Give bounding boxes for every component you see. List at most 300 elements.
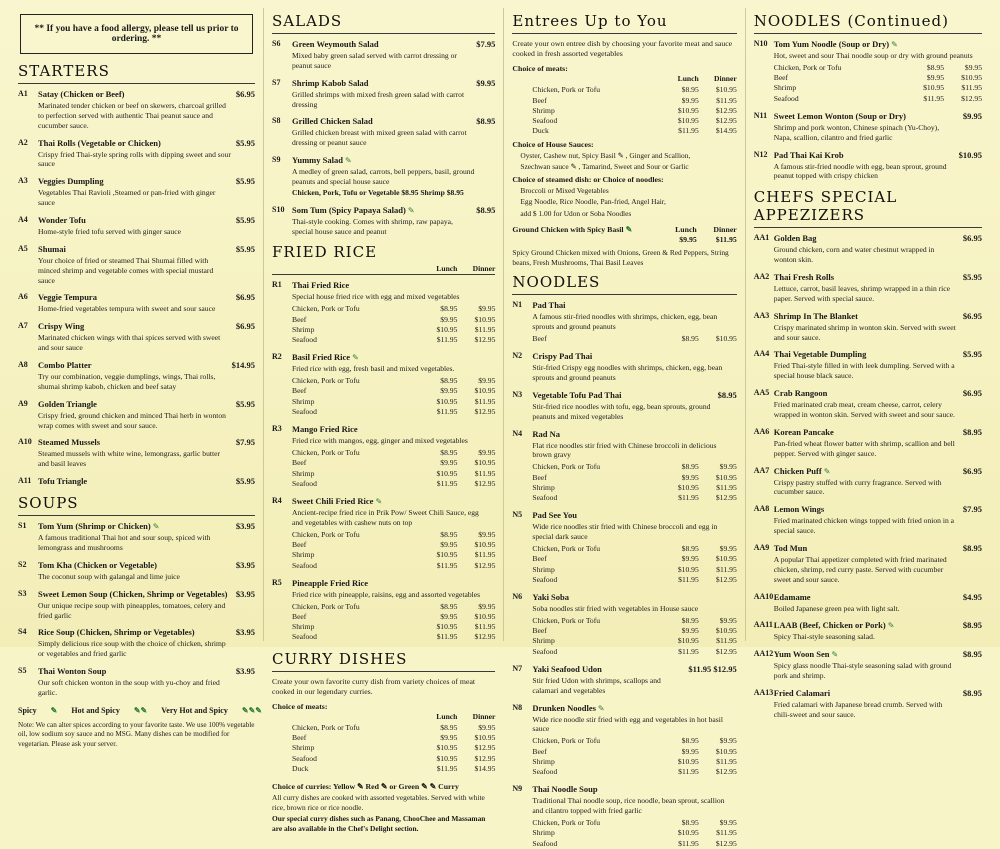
option-dinner-price: $10.95 xyxy=(474,386,496,396)
menu-item[interactable] xyxy=(18,666,255,698)
item-description: Boiled Japanese green pea with light salt. xyxy=(773,603,900,613)
item-price: $6.95 xyxy=(962,233,982,244)
item-code: N6 xyxy=(512,592,523,602)
menu-item[interactable] xyxy=(754,311,982,343)
item-name: Wonder Tofu xyxy=(38,215,86,226)
option-lunch-price: $9.95 xyxy=(440,314,458,324)
option-lunch-price: $10.95 xyxy=(677,756,699,766)
item-price: $5.95 xyxy=(962,349,982,360)
option-label: Shrimp xyxy=(532,756,555,766)
option-dinner-price: $9.95 xyxy=(719,544,737,554)
item-price: $9.95 xyxy=(476,77,496,88)
item-name: Thai Rolls (Vegetable or Chicken) xyxy=(38,137,161,148)
item-description: Special house fried rice with egg and mixed vegetables xyxy=(292,292,460,302)
column-two xyxy=(263,8,503,833)
item-code: N3 xyxy=(512,389,523,399)
option-lunch-price: $8.95 xyxy=(681,544,699,554)
option-label: Seafood xyxy=(532,116,558,125)
steamed-line-1: Broccoli or Mixed Vegetables xyxy=(520,185,609,195)
item-price-options xyxy=(532,544,736,585)
item-price-options xyxy=(532,818,736,849)
item-description: Flat rice noodles stir fried with Chinese broccoli in delicious brown gravy xyxy=(532,440,717,460)
option-dinner-price: $12.95 xyxy=(474,753,496,763)
menu-item[interactable] xyxy=(754,620,982,642)
option-lunch-price: $10.95 xyxy=(436,550,458,560)
item-code: A11 xyxy=(18,476,32,486)
option-label: Shrimp xyxy=(532,482,555,492)
price-option-row xyxy=(292,325,495,335)
price-option-row xyxy=(774,83,982,93)
price-option-row xyxy=(532,544,736,554)
steamed-line-2: Egg Noodle, Rice Noodle, Pan-fried, Angel Hair, xyxy=(520,197,666,207)
section-title-entrees: Entrees Up to You xyxy=(512,12,668,30)
option-lunch-price: $8.95 xyxy=(440,376,458,386)
item-price: $8.95 xyxy=(962,426,982,437)
menu-item[interactable] xyxy=(512,351,736,383)
menu-item[interactable] xyxy=(18,244,255,286)
menu-item[interactable] xyxy=(512,429,736,504)
menu-item[interactable] xyxy=(512,390,736,422)
lunch-header: Lunch xyxy=(675,224,697,234)
menu-item[interactable] xyxy=(512,664,736,696)
option-lunch-price: $10.95 xyxy=(436,468,458,478)
item-price-options xyxy=(292,602,495,643)
item-name: Yum Woon Sen xyxy=(773,649,830,660)
item-description: Crispy marinated shrimp in wonton skin. Served with sweet and sour sauce. xyxy=(773,322,956,342)
lunch-header: Lunch xyxy=(677,74,699,84)
option-lunch-price: $10.95 xyxy=(677,482,699,492)
price-option-row xyxy=(532,462,736,472)
option-label: Beef xyxy=(773,73,789,83)
option-dinner-price: $10.95 xyxy=(715,746,737,756)
option-lunch-price: $9.95 xyxy=(681,626,699,636)
option-dinner-price: $11.95 xyxy=(474,550,496,560)
option-dinner-price: $12.95 xyxy=(715,493,737,503)
price-option-row xyxy=(532,565,736,575)
ground-chicken-dinner-price: $11.95 xyxy=(715,235,737,245)
price-option-row xyxy=(292,376,495,386)
price-option-row xyxy=(292,754,495,764)
option-label: Chicken, Pork or Tofu xyxy=(292,304,360,314)
item-description: Crispy fried Thai-style spring rolls with dipping sweet and sour sauce xyxy=(38,149,231,169)
chili-icon: ✎ xyxy=(50,705,58,715)
spicy-key-label: Spicy xyxy=(18,705,37,715)
menu-item[interactable] xyxy=(18,321,255,353)
price-option-row xyxy=(532,473,736,483)
menu-item[interactable] xyxy=(272,496,495,571)
option-dinner-price: $11.95 xyxy=(474,468,496,478)
item-code: S3 xyxy=(18,588,27,598)
price-option-row xyxy=(532,116,736,126)
price-option-row xyxy=(292,540,495,550)
menu-item[interactable] xyxy=(272,155,495,198)
option-lunch-price: $11.95 xyxy=(678,574,699,584)
dinner-header: Dinner xyxy=(713,74,737,84)
chili-icon: ✎ xyxy=(823,466,831,476)
menu-item[interactable] xyxy=(18,292,255,314)
item-code: R4 xyxy=(272,496,282,506)
menu-item[interactable] xyxy=(754,466,982,498)
lunch-header: Lunch xyxy=(436,711,458,721)
dinner-header: Dinner xyxy=(472,264,496,274)
price-option-row xyxy=(292,612,495,622)
menu-item[interactable] xyxy=(512,784,736,848)
allergy-notice: ** If you have a food allergy, please tell us prior to ordering. ** xyxy=(20,14,253,54)
option-dinner-price: $9.95 xyxy=(719,615,737,625)
item-code: AA11 xyxy=(753,620,773,630)
item-name: Sweet Lemon Wonton (Soup or Dry) xyxy=(773,110,906,121)
menu-item[interactable] xyxy=(18,215,255,237)
menu-item[interactable] xyxy=(754,543,982,585)
option-dinner-price: $14.95 xyxy=(474,763,496,773)
section-title-fried-rice: FRIED RICE xyxy=(272,243,378,262)
spicy-key-mild: Hot and Spicy xyxy=(71,705,120,715)
menu-item[interactable] xyxy=(512,592,736,657)
option-dinner-price: $12.95 xyxy=(474,406,496,416)
divider xyxy=(272,671,495,672)
option-label: Beef xyxy=(292,314,307,324)
item-price: $3.95 xyxy=(235,588,255,599)
item-description: Traditional Thai noodle soup, rice noodle, bean sprout, scallion and cilantro topped with fried garlic xyxy=(532,796,725,816)
item-code: N7 xyxy=(512,663,523,673)
option-label: Chicken, Pork or Tofu xyxy=(292,529,360,539)
price-option-row xyxy=(774,63,982,73)
option-dinner-price: $9.95 xyxy=(478,529,496,539)
menu-item[interactable] xyxy=(272,205,495,237)
column-three xyxy=(503,8,744,848)
option-dinner-price: $9.95 xyxy=(478,304,496,314)
option-label: Seafood xyxy=(532,493,558,503)
option-dinner-price: $14.95 xyxy=(715,126,737,136)
option-lunch-price: $10.95 xyxy=(436,396,458,406)
option-label: Duck xyxy=(532,126,549,136)
price-option-row xyxy=(292,458,495,468)
item-code: A4 xyxy=(18,215,28,225)
item-description: Our unique recipe soup with pineapples, tomatoes, celery and fried garlic xyxy=(38,600,226,620)
menu-item[interactable] xyxy=(18,360,255,392)
item-price: $10.95 xyxy=(958,149,982,160)
item-name: Lemon Wings xyxy=(773,504,825,515)
entrees-lead: Create your own entree dish by choosing your favorite meat and sauce cooked in fresh assorted vegetables xyxy=(512,39,733,59)
fried-rice-price-header xyxy=(272,264,495,273)
menu-item[interactable] xyxy=(18,589,255,621)
menu-item[interactable] xyxy=(754,592,982,614)
item-price-options xyxy=(292,530,495,571)
item-name: Basil Fried Rice xyxy=(292,352,351,363)
menu-item[interactable] xyxy=(754,349,982,381)
option-label: Beef xyxy=(532,333,547,343)
option-dinner-price: $12.95 xyxy=(715,116,737,125)
menu-item[interactable] xyxy=(272,280,495,345)
item-description: Grilled shrimps with mixed fresh green salad with carrot dressing xyxy=(292,89,465,109)
divider xyxy=(272,274,495,275)
option-dinner-price: $9.95 xyxy=(719,818,737,828)
item-name: Shrimp Kabob Salad xyxy=(292,77,369,88)
item-code: R3 xyxy=(272,424,282,434)
item-price: $11.95 $12.95 xyxy=(688,663,737,674)
menu-item[interactable] xyxy=(18,89,255,131)
divider xyxy=(754,33,982,34)
item-code: S9 xyxy=(272,155,281,165)
item-code: AA8 xyxy=(753,504,770,514)
option-lunch-price: $8.95 xyxy=(681,85,699,95)
price-option-row xyxy=(292,315,495,325)
item-price-options xyxy=(532,334,736,344)
menu-item[interactable] xyxy=(272,578,495,643)
menu-item[interactable] xyxy=(754,111,982,143)
option-lunch-price: $9.95 xyxy=(681,472,699,482)
chili-icon: ✎ xyxy=(887,621,895,631)
item-code: A8 xyxy=(18,360,28,370)
item-code: A9 xyxy=(18,398,28,408)
price-option-row xyxy=(532,493,736,503)
menu-item[interactable] xyxy=(754,688,982,720)
item-name: Thai Wonton Soup xyxy=(38,666,107,677)
option-lunch-price: $8.95 xyxy=(440,448,458,458)
ground-chicken-lunch-price: $9.95 xyxy=(679,235,697,245)
option-lunch-price: $10.95 xyxy=(677,564,699,574)
option-dinner-price: $12.95 xyxy=(474,335,496,345)
item-description: Mixed baby green salad served with carrot dressing or peanut sauce xyxy=(292,51,457,70)
fried-rice-list xyxy=(272,280,495,642)
item-description: Shrimp and pork wonton, Chinese spinach (Yu-Choy), Napa, scallion, cilantro and fried garlic xyxy=(773,122,940,142)
option-dinner-price: $11.95 xyxy=(716,756,737,766)
option-dinner-price: $9.95 xyxy=(478,722,496,732)
section-title-noodles: NOODLES xyxy=(512,273,601,292)
price-option-row xyxy=(532,106,736,116)
noodles-list xyxy=(512,300,736,849)
option-label: Shrimp xyxy=(292,468,315,478)
option-lunch-price: $10.95 xyxy=(436,622,458,632)
item-name: Drunken Noodles xyxy=(532,702,596,713)
section-title-salads: SALADS xyxy=(272,12,343,30)
option-label: Shrimp xyxy=(532,105,555,115)
chili-icon: ✎✎ xyxy=(133,705,148,715)
sauce-label: Choice of House Sauces: xyxy=(512,139,594,149)
option-lunch-price: $11.95 xyxy=(436,478,458,488)
option-lunch-price: $8.95 xyxy=(681,818,699,828)
option-lunch-price: $9.95 xyxy=(681,554,699,564)
item-name: Som Tum (Spicy Papaya Salad) xyxy=(292,204,406,215)
item-description: Grilled chicken breast with mixed green salad with carrot dressing or peanut sauce xyxy=(292,128,467,148)
divider xyxy=(18,83,255,84)
option-dinner-price: $11.95 xyxy=(716,636,737,646)
chili-icon: ✎ xyxy=(625,224,633,234)
item-code: N1 xyxy=(512,300,523,310)
item-price-options xyxy=(774,63,982,104)
item-price: $5.95 xyxy=(235,476,255,487)
item-name: Pad Thai xyxy=(532,300,566,311)
item-code: AA6 xyxy=(753,426,770,436)
option-lunch-price: $8.95 xyxy=(681,615,699,625)
option-label: Chicken, Pork or Tofu xyxy=(532,462,601,472)
item-price: $9.95 xyxy=(962,110,982,121)
option-label: Seafood xyxy=(532,646,558,656)
menu-item[interactable] xyxy=(272,39,495,71)
price-option-row xyxy=(292,530,495,540)
item-name: Thai Fresh Rolls xyxy=(773,272,835,283)
option-dinner-price: $12.95 xyxy=(715,838,737,848)
item-code: S2 xyxy=(18,559,27,569)
dietary-note: Note: We can alter spices according to your favorite taste. We use 100% vegetable oil, low sodium soy sauce and no MSG. Many dishes can be modified for vegetarian. Please ask your server. xyxy=(18,720,255,748)
menu-item[interactable] xyxy=(272,116,495,148)
item-description: Your choice of fried or steamed Thai Shumai filled with minced shrimp and vegetable comes with special mustard sauce xyxy=(38,255,214,285)
menu-item[interactable] xyxy=(754,233,982,265)
option-dinner-price: $10.95 xyxy=(474,314,496,324)
price-option-row xyxy=(532,839,736,849)
curry-note-1: All curry dishes are cooked with assorted vegetables. Served with white rice, brown rice or rice noodle. xyxy=(272,793,485,812)
item-code: S10 xyxy=(272,204,285,214)
column-four xyxy=(745,8,990,719)
menu-item[interactable] xyxy=(18,476,255,487)
menu-item[interactable] xyxy=(272,352,495,417)
option-label: Seafood xyxy=(532,838,558,848)
divider xyxy=(512,33,736,34)
option-lunch-price: $11.95 xyxy=(436,560,458,570)
option-lunch-price: $9.95 xyxy=(440,386,458,396)
item-name: Sweet Chili Fried Rice xyxy=(292,496,374,507)
lunch-header: Lunch xyxy=(436,264,458,274)
item-price-options xyxy=(532,736,736,777)
option-label: Beef xyxy=(292,611,307,621)
menu-item[interactable] xyxy=(754,504,982,536)
price-option-row xyxy=(532,334,736,344)
option-lunch-price: $9.95 xyxy=(681,95,699,105)
menu-item[interactable] xyxy=(754,150,982,182)
menu-item[interactable] xyxy=(512,300,736,344)
menu-item[interactable] xyxy=(18,521,255,553)
item-price: $7.95 xyxy=(476,39,496,49)
item-description: Fried rice with mangos, egg, ginger and mixed vegetables xyxy=(292,436,468,446)
item-price: $3.95 xyxy=(235,521,255,532)
chili-icon: ✎ xyxy=(597,703,605,713)
chili-icon: ✎✎✎ xyxy=(241,705,262,715)
item-price: $3.95 xyxy=(235,627,255,638)
item-price: $8.95 xyxy=(476,204,496,215)
option-lunch-price: $9.95 xyxy=(440,458,458,468)
option-lunch-price: $8.95 xyxy=(440,601,458,611)
item-code: AA2 xyxy=(753,272,770,282)
option-dinner-price: $12.95 xyxy=(474,743,496,753)
option-label: Seafood xyxy=(292,335,317,345)
chili-icon: ✎ xyxy=(407,205,415,215)
item-name: Fried Calamari xyxy=(773,688,831,699)
item-price: $8.95 xyxy=(962,688,982,699)
item-name: Thai Fried Rice xyxy=(292,280,350,291)
item-name: Pineapple Fried Rice xyxy=(292,577,369,588)
price-option-row xyxy=(532,767,736,777)
chili-icon: ✎ xyxy=(152,522,160,532)
price-option-row xyxy=(532,554,736,564)
option-label: Seafood xyxy=(292,753,317,763)
menu-item[interactable] xyxy=(754,427,982,459)
menu-item[interactable] xyxy=(754,39,982,104)
menu-item[interactable] xyxy=(18,437,255,469)
item-price: $5.95 xyxy=(235,137,255,148)
option-dinner-price: $11.95 xyxy=(716,95,737,105)
menu-item[interactable] xyxy=(512,510,736,585)
item-price: $7.95 xyxy=(962,504,982,515)
option-dinner-price: $9.95 xyxy=(719,462,737,472)
option-dinner-price: $11.95 xyxy=(474,622,496,632)
option-label: Chicken, Pork or Tofu xyxy=(532,818,601,828)
option-lunch-price: $11.95 xyxy=(436,406,458,416)
menu-item[interactable] xyxy=(754,649,982,681)
menu-item[interactable] xyxy=(272,424,495,489)
menu-item[interactable] xyxy=(18,176,255,208)
salads-list xyxy=(272,39,495,236)
item-price-options xyxy=(532,616,736,657)
option-label: Chicken, Pork or Tofu xyxy=(292,376,360,386)
ground-chicken-name: Ground Chicken with Spicy Basil xyxy=(512,224,624,234)
item-name: Grilled Chicken Salad xyxy=(292,116,373,127)
menu-item[interactable] xyxy=(754,272,982,304)
item-name: Thai Noodle Soup xyxy=(532,784,598,795)
option-label: Chicken, Pork or Tofu xyxy=(532,615,601,625)
item-description: Stir fried Udon with shrimps, scallops and calamari and vegetables xyxy=(532,675,661,695)
item-price: $6.95 xyxy=(235,321,255,332)
item-description: Ground chicken, corn and water chestnut wrapped in wonton skin. xyxy=(773,245,935,265)
price-option-row xyxy=(292,723,495,733)
steamed-label: Choice of steamed dish: or Choice of noodles: xyxy=(512,174,664,184)
curry-note-2: Our special curry dishes such as Panang, ChooChee and Massaman are also available in the Chef's Delight section. xyxy=(272,814,486,833)
item-price-options xyxy=(292,304,495,345)
option-dinner-price: $10.95 xyxy=(715,626,737,636)
menu-item[interactable] xyxy=(18,560,255,582)
option-label: Shrimp xyxy=(532,564,555,574)
item-description: Ancient-recipe fried rice in Prik Pow/ Sweet Chili Sauce, egg and vegetables with cashew nuts on top xyxy=(292,508,479,527)
item-code: A10 xyxy=(18,437,32,447)
option-lunch-price: $10.95 xyxy=(436,324,458,334)
section-title-starters: STARTERS xyxy=(18,62,110,80)
chili-icon: ✎ xyxy=(891,40,898,49)
item-description: A medley of green salad, carrots, bell peppers, basil, ground peanuts and special house sauce xyxy=(292,167,475,187)
entrees-meat-label: Choice of meats: xyxy=(512,64,568,74)
item-description: Vegetables Thai Ravioli ,Steamed or pan-fried with ginger sauce xyxy=(38,188,216,208)
option-dinner-price: $12.95 xyxy=(474,632,496,642)
price-option-row xyxy=(532,616,736,626)
section-title-soups: SOUPS xyxy=(18,494,79,513)
chili-icon: ✎ xyxy=(344,156,352,166)
option-lunch-price: $8.95 xyxy=(681,333,699,343)
item-name: Crispy Pad Thai xyxy=(532,351,593,362)
option-dinner-price: $10.95 xyxy=(474,540,496,549)
item-code: A5 xyxy=(18,243,28,253)
item-code: R1 xyxy=(272,280,282,290)
option-label: Seafood xyxy=(292,560,317,570)
item-code: A2 xyxy=(18,137,28,147)
item-price: $3.95 xyxy=(235,559,255,570)
option-label: Beef xyxy=(532,554,547,564)
item-name: Chicken Puff xyxy=(773,465,822,476)
item-code: AA13 xyxy=(753,688,774,698)
curry-lead: Create your own favorite curry dish from variety choices of meat cooked in our legendary curries. xyxy=(272,676,476,696)
menu-item[interactable] xyxy=(512,703,736,778)
menu-item[interactable] xyxy=(754,388,982,420)
price-option-row xyxy=(532,647,736,657)
price-option-row xyxy=(292,550,495,560)
menu-item[interactable] xyxy=(18,138,255,170)
item-code: N12 xyxy=(753,149,768,159)
item-name: Tom Kha (Chicken or Vegetable) xyxy=(38,559,158,570)
starters-list xyxy=(18,89,255,487)
curry-price-header xyxy=(272,712,495,721)
menu-item[interactable] xyxy=(18,627,255,659)
menu-item[interactable] xyxy=(272,78,495,110)
item-price: $8.95 xyxy=(962,543,982,554)
menu-item[interactable] xyxy=(18,399,255,431)
item-description: Crispy fried, ground chicken and minced Thai herb in wonton wrap comes with sweet and sour sauce. xyxy=(38,410,226,430)
